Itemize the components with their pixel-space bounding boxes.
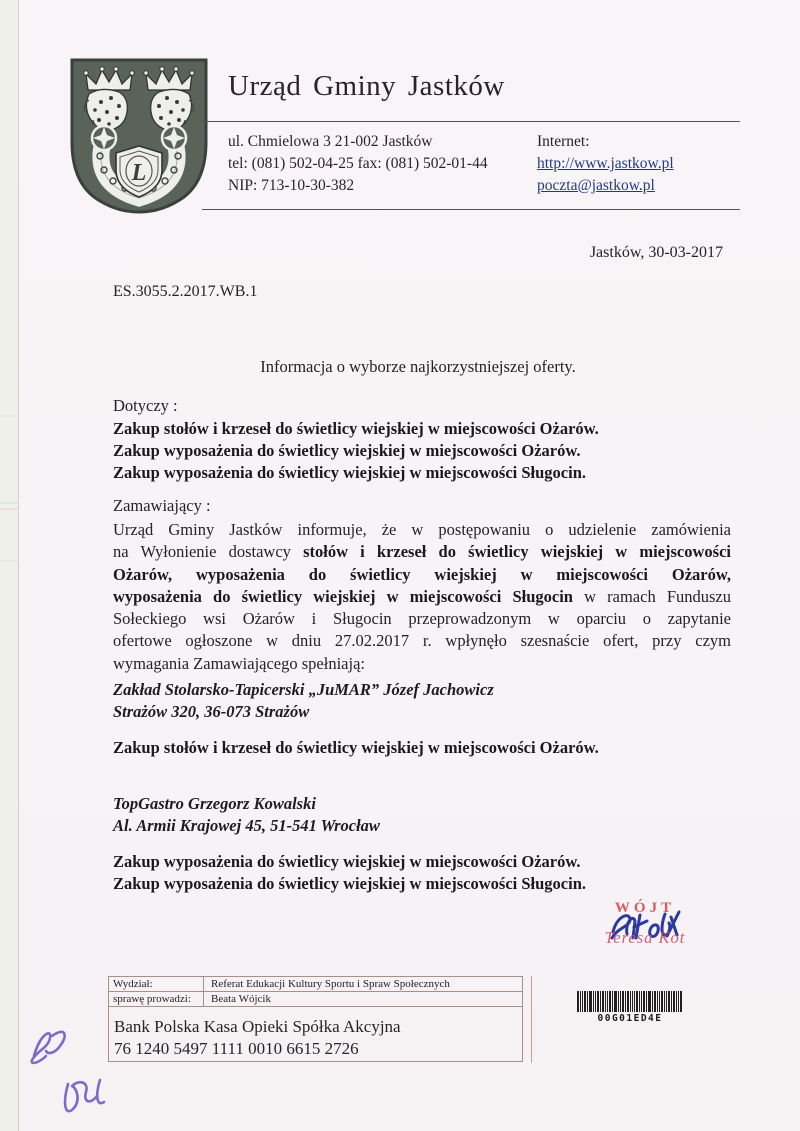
zamawiajacy-paragraph [113, 519, 731, 675]
scan-edge-strip [0, 0, 19, 1131]
offer-name-line: TopGastro Grzegorz Kowalski [113, 794, 316, 813]
crest-icon [66, 56, 212, 216]
barcode-block [577, 991, 683, 1024]
website-link[interactable]: http://www.jastkow.pl [537, 155, 674, 172]
bank-account-number: 76 1240 5497 1111 0010 6615 2726 [114, 1039, 359, 1058]
org-internet-block [537, 131, 674, 197]
org-phone-line: tel: (081) 502-04-25 fax: (081) 502-01-44 [228, 155, 488, 172]
org-nip-line: NIP: 713-10-30-382 [228, 177, 355, 194]
org-address-line: ul. Chmielowa 3 21-002 Jastków [228, 133, 433, 150]
offer-address-line: Strażów 320, 36-073 Strażów [113, 702, 310, 721]
bank-account-block [109, 1007, 522, 1060]
offer-address-line: Al. Armii Krajowej 45, 51-541 Wrocław [113, 816, 380, 835]
scan-artifact [0, 415, 18, 417]
dotyczy-items [113, 418, 599, 484]
footer-info-box [108, 976, 523, 1062]
zamawiajacy-line: wyposażenia do świetlicy wiejskiej w miejscowości Sługocin w ramach Funduszu [113, 586, 731, 606]
footer-row [109, 977, 522, 992]
offer-item: Zakup wyposażenia do świetlicy wiejskiej w miejscowości Sługocin. [113, 874, 587, 893]
footer-row-label: sprawę prowadzi: [109, 992, 204, 1006]
barcode-icon [577, 991, 683, 1012]
offer-block-topgastro [113, 793, 586, 895]
email-link[interactable]: poczta@jastkow.pl [537, 177, 655, 194]
header-divider-bottom [202, 209, 740, 210]
bank-name: Bank Polska Kasa Opieki Spółka Akcyjna [114, 1017, 401, 1036]
dotyczy-label: Dotyczy : [113, 396, 178, 415]
subject-title: Informacja o wyborze najkorzystniejszej oferty. [260, 357, 576, 376]
footer-box-outer-line [531, 976, 532, 1063]
dotyczy-item: Zakup stołów i krzeseł do świetlicy wiejskiej w miejscowości Ożarów. [113, 419, 599, 438]
offer-item: Zakup wyposażenia do świetlicy wiejskiej w miejscowości Ożarów. [113, 852, 581, 871]
mayor-stamp [585, 900, 705, 948]
org-name-heading: Urząd Gminy Jastków [228, 70, 505, 102]
zamawiajacy-label: Zamawiający : [113, 496, 211, 515]
dateline: Jastków, 30-03-2017 [589, 244, 723, 261]
dotyczy-item: Zakup wyposażenia do świetlicy wiejskiej w miejscowości Sługocin. [113, 463, 587, 482]
org-address-block [228, 131, 488, 197]
barcode-text: 00G01ED4E [597, 1013, 663, 1024]
zamawiajacy-line: Sołeckiego wsi Ożarów i Sługocin przeprowadzonym w oparciu o zapytanie [113, 609, 731, 629]
zamawiajacy-line: Ożarów, wyposażenia do świetlicy wiejskiej w miejscowości Ożarów, [113, 564, 731, 584]
offer-name-line: Zakład Stolarsko-Tapicerski „JuMAR” Józef Jachowicz [113, 680, 494, 699]
svg-text:L: L [131, 160, 147, 186]
stamp-title: WÓJT [614, 900, 676, 916]
offer-item: Zakup stołów i krzeseł do świetlicy wiejskiej w miejscowości Ożarów. [113, 738, 599, 757]
footer-row [109, 992, 522, 1007]
stamp-signer-name: Teresa Kot [604, 928, 686, 947]
jastkow-coat-of-arms [66, 56, 212, 221]
zamawiajacy-line: ofertowe ogłoszone w dniu 27.02.2017 r. wpłynęło szesnaście ofert, przy czym [113, 631, 731, 651]
zamawiajacy-line: na Wyłonienie dostawcy stołów i krzeseł do świetlicy wiejskiej w miejscowości [113, 542, 731, 562]
scan-artifact [0, 508, 18, 510]
handwritten-paraph-icon [22, 1022, 132, 1122]
zamawiajacy-line: Urząd Gminy Jastków informuje, że w postępowaniu o udzielenie zamówienia [113, 520, 731, 539]
offer-block-jumar [113, 679, 599, 759]
scan-artifact [0, 560, 18, 562]
footer-row-value: Referat Edukacji Kultury Sportu i Spraw Społecznych [211, 978, 450, 990]
reference-number: ES.3055.2.2017.WB.1 [113, 283, 258, 300]
internet-label: Internet: [537, 133, 590, 150]
scan-artifact [0, 502, 18, 504]
header-divider-top [202, 121, 740, 122]
footer-row-label: Wydział: [109, 977, 204, 991]
dotyczy-item: Zakup wyposażenia do świetlicy wiejskiej w miejscowości Ożarów. [113, 441, 581, 460]
zamawiajacy-line: wymagania Zamawiającego spełniają: [113, 653, 365, 673]
footer-row-value: Beata Wójcik [211, 993, 271, 1005]
